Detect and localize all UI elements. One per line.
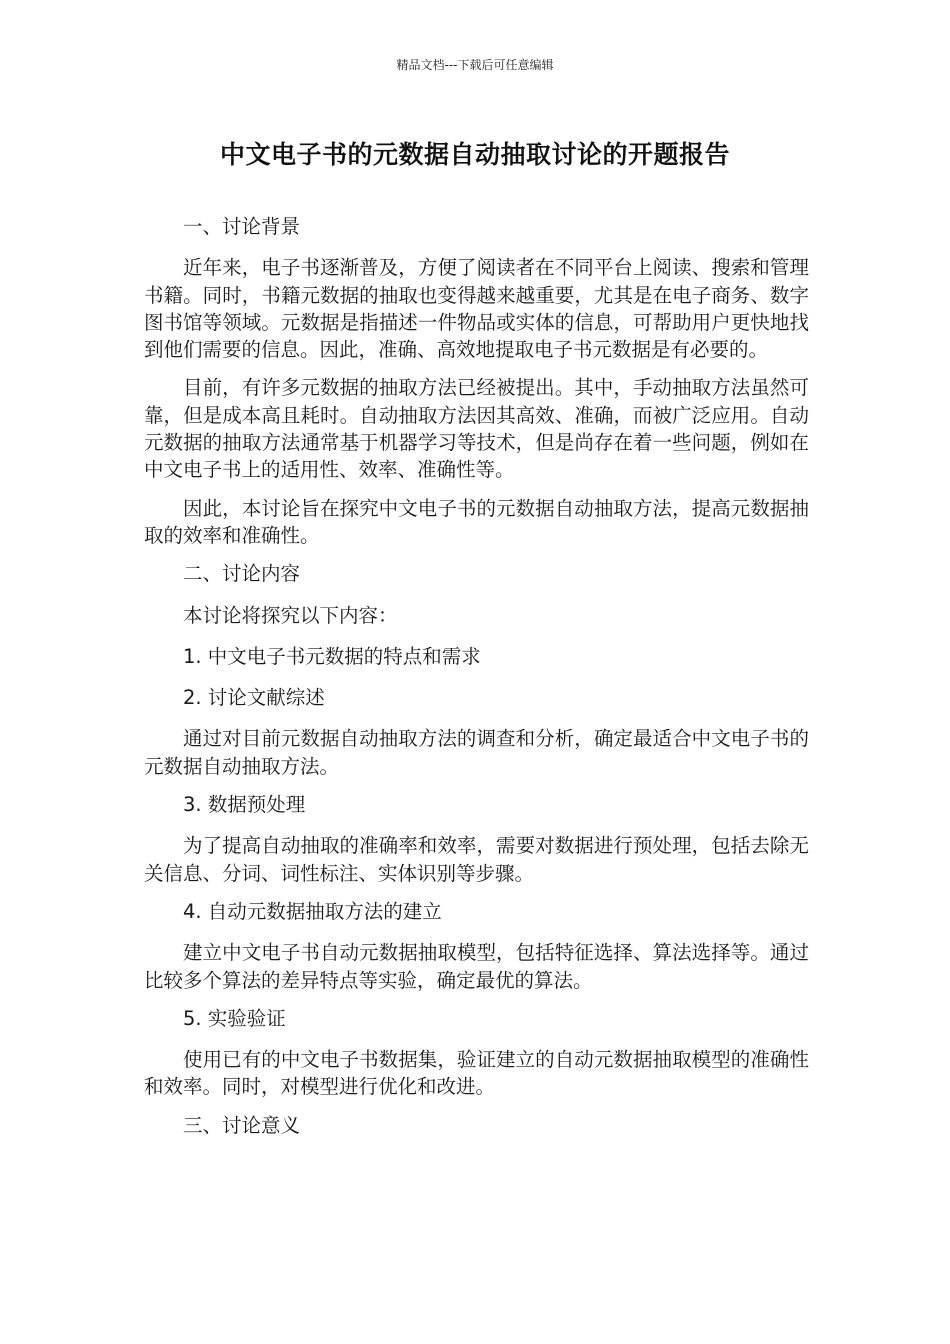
section-heading-content: 二、讨论内容 bbox=[183, 562, 301, 586]
paragraph-method-building: 建立中文电子书自动元数据抽取模型，包括特征选择、算法选择等。通过比较多个算法的差异特点等实验，确定最优的算法。 bbox=[144, 941, 809, 992]
paragraph-background-3: 因此，本讨论旨在探究中文电子书的元数据自动抽取方法，提高元数据抽取的效率和准确性。 bbox=[144, 496, 809, 547]
list-item-4: 4. 自动元数据抽取方法的建立 bbox=[183, 899, 442, 923]
paragraph-literature-review: 通过对目前元数据自动抽取方法的调查和分析，确定最适合中文电子书的元数据自动抽取方法。 bbox=[144, 727, 809, 778]
document-title: 中文电子书的元数据自动抽取讨论的开题报告 bbox=[219, 140, 730, 169]
list-item-1: 1. 中文电子书元数据的特点和需求 bbox=[183, 644, 481, 668]
document-body bbox=[144, 213, 809, 1153]
section-heading-significance: 三、讨论意义 bbox=[183, 1113, 301, 1137]
page-header: 精品文档---下载后可任意编辑 bbox=[396, 58, 554, 72]
paragraph-background-2: 目前，有许多元数据的抽取方法已经被提出。其中，手动抽取方法虽然可靠，但是成本高且耗时。自动抽取方法因其高效、准确，而被广泛应用。自动元数据的抽取方法通常基于机器学习等技术，但是尚存在着一些问题，例如在中文电子书上的适用性、效率、准确性等。 bbox=[144, 376, 809, 482]
list-item-5: 5. 实验验证 bbox=[183, 1006, 286, 1030]
section-heading-background: 一、讨论背景 bbox=[183, 215, 301, 238]
list-item-2: 2. 讨论文献综述 bbox=[183, 686, 325, 710]
paragraph-experiment: 使用已有的中文电子书数据集，验证建立的自动元数据抽取模型的准确性和效率。同时，对模型进行优化和改进。 bbox=[144, 1048, 809, 1099]
paragraph-content-intro: 本讨论将探究以下内容： bbox=[183, 603, 398, 627]
paragraph-background-1: 近年来，电子书逐渐普及，方便了阅读者在不同平台上阅读、搜索和管理书籍。同时，书籍元数据的抽取也变得越来越重要，尤其是在电子商务、数字图书馆等领域。元数据是指描述一件物品或实体的信息，可帮助用户更快地找到他们需要的信息。因此，准确、高效地提取电子书元数据是有必要的。 bbox=[144, 256, 809, 362]
list-item-3: 3. 数据预处理 bbox=[183, 793, 306, 817]
paragraph-preprocessing: 为了提高自动抽取的准确率和效率，需要对数据进行预处理，包括去除无关信息、分词、词性标注、实体识别等步骤。 bbox=[144, 834, 809, 885]
